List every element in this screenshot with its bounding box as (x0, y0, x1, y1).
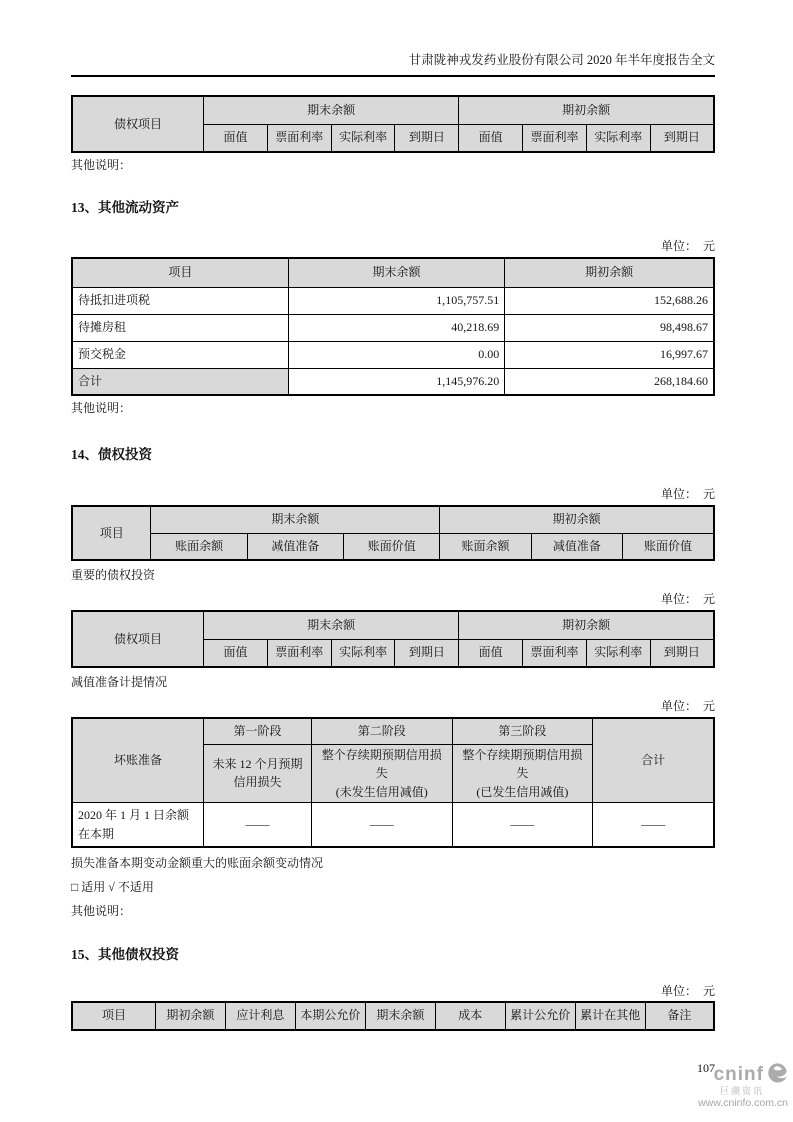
header-cell: 累计公允价 (505, 1002, 575, 1030)
header-cell: 期初余额 (155, 1002, 225, 1030)
end-balance-cell: 40,218.69 (288, 314, 504, 341)
header-cell: 项目 (72, 1002, 155, 1030)
total-label-cell: 合计 (72, 368, 288, 395)
header-cell: 面值 (204, 124, 268, 152)
other-debt-investment-table (71, 1001, 715, 1031)
end-balance-group-header: 期末余额 (151, 506, 440, 533)
stage1-header-cell: 第一阶段 (204, 718, 312, 744)
header-cell: 期初余额 (505, 258, 714, 287)
stage1-desc-cell (204, 744, 312, 803)
bad-debt-header-cell: 坏账准备 (72, 718, 204, 803)
page-header (71, 0, 715, 77)
header-cell: 实际利率 (331, 124, 395, 152)
other-notes-label: 其他说明： (71, 903, 132, 918)
stage3-header-cell: 第三阶段 (452, 718, 593, 744)
debt-investment-table (71, 505, 715, 561)
cninfo-brand-text: cninf (713, 1063, 764, 1085)
header-cell: 票面利率 (523, 639, 587, 667)
header-cell: 到期日 (650, 639, 714, 667)
other-notes-label: 其他说明： (71, 158, 132, 172)
debt-items-table (71, 610, 715, 668)
debt-item-header-cell: 债权项目 (72, 96, 204, 152)
table-row (72, 314, 714, 341)
page-content (71, 0, 715, 1075)
item-cell: 待抵扣进项税 (72, 287, 288, 314)
unit-label: 单位： 元 (660, 983, 715, 998)
table-row (72, 803, 714, 847)
debt-item-header-cell: 债权项目 (72, 611, 204, 667)
other-notes-label: 其他说明： (71, 401, 132, 415)
header-cell: 到期日 (395, 124, 459, 152)
stage-desc-line: (未发生信用减值) (335, 784, 428, 799)
impairment-provision-label: 减值准备计提情况 (71, 675, 168, 689)
header-cell: 账面余额 (440, 533, 531, 560)
stage-desc-line: 整个存续期预期信用损失 (321, 747, 442, 781)
item-cell: 预交税金 (72, 341, 288, 368)
header-cell: 账面价值 (623, 533, 714, 560)
total-header-cell: 合计 (593, 718, 714, 803)
header-cell: 面值 (459, 639, 523, 667)
unit-label: 单位： 元 (660, 487, 715, 501)
header-cell: 本期公允价 (295, 1002, 365, 1030)
page-number: 107 (697, 1060, 715, 1075)
total-value-cell: —— (593, 803, 714, 847)
begin-balance-group-header: 期初余额 (440, 506, 714, 533)
begin-balance-group-header: 期初余额 (459, 96, 714, 124)
end-balance-cell: 1,105,757.51 (288, 287, 504, 314)
loss-provision-change-label: 损失准备本期变动金额重大的账面余额变动情况 (71, 855, 324, 870)
header-cell: 票面利率 (523, 124, 587, 152)
header-cell: 实际利率 (331, 639, 395, 667)
header-cell: 应计利息 (225, 1002, 295, 1030)
cninfo-brand-row (698, 1062, 788, 1089)
important-debt-investment-label: 重要的债权投资 (71, 568, 156, 582)
bad-debt-stage-table (71, 717, 715, 848)
cninfo-watermark (698, 1062, 788, 1110)
header-cell: 减值准备 (247, 533, 343, 560)
header-cell: 成本 (435, 1002, 505, 1030)
header-cell: 实际利率 (586, 639, 650, 667)
header-cell: 期末余额 (365, 1002, 435, 1030)
begin-balance-cell: 16,997.67 (505, 341, 714, 368)
stage-desc-line: (已发生信用减值) (476, 784, 569, 799)
stage2-desc-cell (311, 744, 452, 803)
header-cell: 票面利率 (267, 124, 331, 152)
header-cell: 到期日 (395, 639, 459, 667)
cninfo-swirl-icon (766, 1062, 788, 1089)
stage2-value-cell: —— (311, 803, 452, 847)
stage-desc-line: 未来 12 个月预期信用损失 (212, 756, 303, 790)
cninfo-chinese-name: 巨潮资讯 (719, 1085, 764, 1096)
total-row (72, 368, 714, 395)
begin-balance-cell: 152,688.26 (505, 287, 714, 314)
section-14-title: 14、债权投资 (71, 447, 152, 462)
unit-label: 单位： 元 (660, 592, 715, 606)
header-cell: 票面利率 (267, 639, 331, 667)
stage3-value-cell: —— (452, 803, 593, 847)
header-cell: 到期日 (650, 124, 714, 152)
table-row (72, 287, 714, 314)
begin-balance-cell: 98,498.67 (505, 314, 714, 341)
header-cell: 累计在其他 (575, 1002, 645, 1030)
stage2-header-cell: 第二阶段 (311, 718, 452, 744)
table-row (72, 341, 714, 368)
item-header-cell: 项目 (72, 506, 151, 560)
end-balance-group-header: 期末余额 (204, 96, 459, 124)
debt-items-table-top (71, 95, 715, 153)
applicability-line: □ 适用 √ 不适用 (71, 879, 154, 894)
other-current-assets-table (71, 257, 715, 396)
header-cell: 面值 (459, 124, 523, 152)
end-balance-total-cell: 1,145,976.20 (288, 368, 504, 395)
section-15-title: 15、其他债权投资 (71, 946, 179, 962)
header-cell: 账面余额 (151, 533, 247, 560)
header-cell: 项目 (72, 258, 288, 287)
end-balance-group-header: 期末余额 (204, 611, 459, 639)
header-cell: 实际利率 (586, 124, 650, 152)
header-cell: 期末余额 (288, 258, 504, 287)
page-header-title: 甘肃陇神戎发药业股份有限公司 2020 年半年度报告全文 (408, 53, 715, 67)
unit-label: 单位： 元 (660, 239, 715, 253)
header-cell: 减值准备 (531, 533, 622, 560)
header-cell: 面值 (204, 639, 268, 667)
stage-desc-line: 整个存续期预期信用损失 (462, 747, 583, 781)
stage3-desc-cell (452, 744, 593, 803)
cninfo-url: www.cninfo.com.cn (698, 1097, 788, 1110)
header-cell: 账面价值 (344, 533, 440, 560)
begin-balance-total-cell: 268,184.60 (505, 368, 714, 395)
header-cell: 备注 (645, 1002, 714, 1030)
item-cell: 待摊房租 (72, 314, 288, 341)
row-label-cell: 2020 年 1 月 1 日余额在本期 (72, 803, 204, 847)
begin-balance-group-header: 期初余额 (459, 611, 714, 639)
stage1-value-cell: —— (204, 803, 312, 847)
end-balance-cell: 0.00 (288, 341, 504, 368)
unit-label: 单位： 元 (660, 699, 715, 713)
section-13-title: 13、其他流动资产 (71, 200, 179, 215)
